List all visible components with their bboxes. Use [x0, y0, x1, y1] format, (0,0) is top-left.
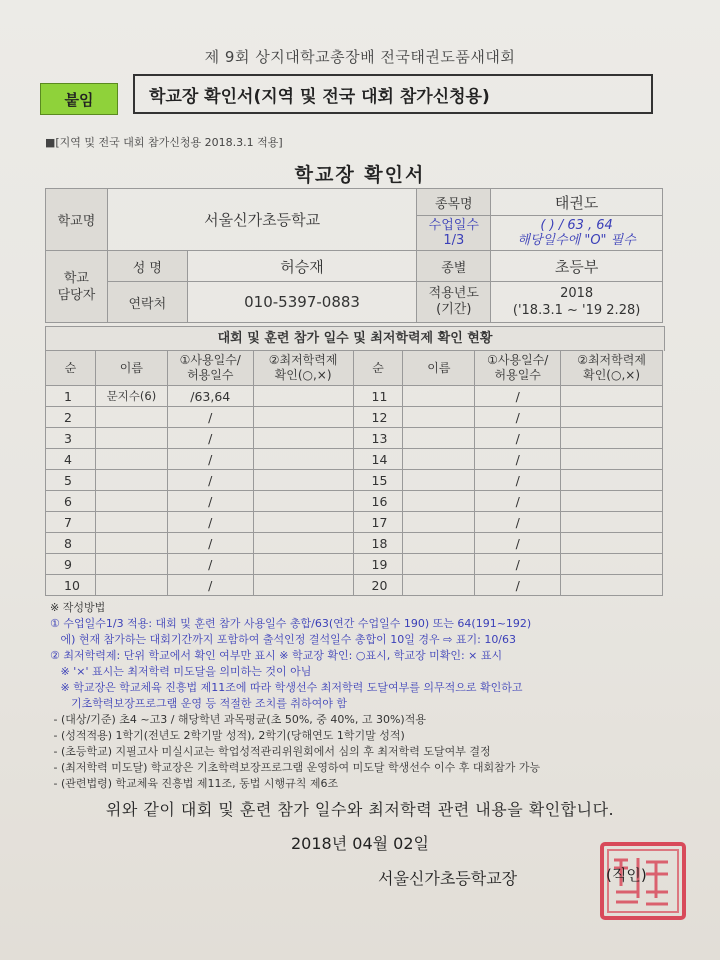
- col-min: ②최저학력제 확인(○,×): [253, 351, 353, 386]
- used-days: /: [167, 449, 253, 470]
- class-days-value: ( ) / 63 , 64: [540, 218, 613, 233]
- instruction-line: ① 수업일수1/3 적용: 대회 및 훈련 참가 사용일수 총합/63(연간 수업일수 190) 또는 64(191~192): [50, 617, 532, 630]
- period-value: ('18.3.1 ~ '19 2.28): [512, 303, 641, 318]
- student-name: [403, 491, 475, 512]
- student-name: [403, 386, 475, 407]
- col-no: 순: [353, 351, 403, 386]
- row-number: 2: [46, 407, 96, 428]
- student-name: [95, 470, 167, 491]
- top-title-box: [133, 74, 653, 114]
- row-number: 18: [353, 533, 403, 554]
- instructions: [50, 600, 690, 792]
- table-row: [46, 491, 663, 512]
- min-academic-check: [253, 428, 353, 449]
- principal-name: 서울신가초등학교장: [378, 869, 518, 888]
- min-academic-check: [561, 533, 663, 554]
- name-label: 성 명: [107, 251, 187, 282]
- info-table: [45, 188, 663, 323]
- class-days-note: 해당일수에 "O" 필수: [517, 233, 636, 248]
- competition-header: 제 9회 상지대학교총장배 전국태권도품새대회: [204, 48, 516, 66]
- event-name: 태권도: [491, 189, 663, 216]
- manager-label: 학교 담당자: [46, 251, 108, 323]
- category-label: 종별: [417, 251, 491, 282]
- section-title: 대회 및 훈련 참가 일수 및 최저학력제 확인 현황: [45, 326, 665, 351]
- instruction-line: - (성적적용) 1학기(전년도 2학기말 성적), 2학기(당해연도 1학기말 성적): [50, 729, 405, 742]
- student-name: [95, 428, 167, 449]
- col-name: 이름: [95, 351, 167, 386]
- min-academic-check: [253, 533, 353, 554]
- table-row: [46, 554, 663, 575]
- min-academic-check: [561, 554, 663, 575]
- student-name: [95, 512, 167, 533]
- row-number: 1: [46, 386, 96, 407]
- used-days: /: [475, 512, 561, 533]
- table-row: [46, 428, 663, 449]
- student-name: [95, 533, 167, 554]
- school-name: 서울신가초등학교: [107, 189, 416, 251]
- row-number: 19: [353, 554, 403, 575]
- row-number: 8: [46, 533, 96, 554]
- used-days: /: [167, 512, 253, 533]
- min-academic-check: [561, 386, 663, 407]
- row-number: 4: [46, 449, 96, 470]
- used-days: /: [475, 407, 561, 428]
- student-name: [95, 407, 167, 428]
- row-number: 20: [353, 575, 403, 596]
- table-row: [46, 407, 663, 428]
- col-min: ②최저학력제 확인(○,×): [561, 351, 663, 386]
- row-number: 5: [46, 470, 96, 491]
- table-row: [46, 575, 663, 596]
- student-name: [95, 575, 167, 596]
- confirmation-text: 위와 같이 대회 및 훈련 참가 일수와 최저학력 관련 내용을 확인합니다.: [105, 800, 615, 819]
- document-title: 학교장 확인서: [294, 164, 426, 186]
- instruction-line: ※ 학교장은 학교체육 진흥법 제11조에 따라 학생선수 최저학력 도달여부를 의무적으로 확인하고: [50, 681, 523, 694]
- table-row: [46, 470, 663, 491]
- student-name: [95, 449, 167, 470]
- applicability-note: ■[지역 및 전국 대회 참가신청용 2018.3.1 적용]: [45, 136, 283, 149]
- used-days: /: [167, 554, 253, 575]
- col-no: 순: [46, 351, 96, 386]
- instruction-line: 기초학력보장프로그램 운영 등 적절한 조치를 취하여야 함: [50, 697, 347, 710]
- year-value: 2018: [560, 286, 594, 301]
- min-academic-check: [253, 512, 353, 533]
- col-days: ①사용일수/ 허용일수: [167, 351, 253, 386]
- row-number: 11: [353, 386, 403, 407]
- student-name: [95, 554, 167, 575]
- table-row: [46, 386, 663, 407]
- student-name: [403, 512, 475, 533]
- student-name: 문지수(6): [95, 386, 167, 407]
- row-number: 14: [353, 449, 403, 470]
- min-academic-check: [253, 491, 353, 512]
- used-days: /: [475, 575, 561, 596]
- table-row: [46, 449, 663, 470]
- min-academic-check: [561, 470, 663, 491]
- row-number: 10: [46, 575, 96, 596]
- class-days-label: 수업일수 1/3: [417, 216, 491, 251]
- used-days: /63,64: [167, 386, 253, 407]
- manager-name: 허승재: [187, 251, 417, 282]
- instruction-line: - (최저학력 미도달) 학교장은 기초학력보장프로그램 운영하여 미도달 학생선수 이수 후 대회참가 가능: [50, 761, 541, 774]
- row-number: 3: [46, 428, 96, 449]
- student-name: [403, 533, 475, 554]
- used-days: /: [167, 428, 253, 449]
- used-days: /: [475, 386, 561, 407]
- min-academic-check: [561, 512, 663, 533]
- contact-number: 010-5397-0883: [187, 282, 417, 323]
- min-academic-check: [253, 407, 353, 428]
- event-label: 종목명: [417, 189, 491, 216]
- row-number: 12: [353, 407, 403, 428]
- student-name: [403, 554, 475, 575]
- table-row: [46, 533, 663, 554]
- used-days: /: [475, 533, 561, 554]
- min-academic-check: [253, 470, 353, 491]
- instruction-line: - (대상/기준) 초4 ~고3 / 해당학년 과목평균(초 50%, 중 40%, 고 30%)적용: [50, 713, 426, 726]
- row-number: 9: [46, 554, 96, 575]
- row-number: 7: [46, 512, 96, 533]
- participation-table: [45, 350, 663, 596]
- min-academic-check: [561, 575, 663, 596]
- row-number: 17: [353, 512, 403, 533]
- min-academic-check: [561, 449, 663, 470]
- min-academic-check: [561, 428, 663, 449]
- school-label: 학교명: [46, 189, 108, 251]
- row-number: 6: [46, 491, 96, 512]
- year-label: 적용년도 (기간): [417, 282, 491, 323]
- used-days: /: [167, 470, 253, 491]
- row-number: 15: [353, 470, 403, 491]
- student-name: [403, 407, 475, 428]
- seal-label: (직인): [606, 866, 647, 884]
- used-days: /: [475, 449, 561, 470]
- used-days: /: [475, 491, 561, 512]
- used-days: /: [167, 533, 253, 554]
- used-days: /: [167, 407, 253, 428]
- min-academic-check: [253, 575, 353, 596]
- min-academic-check: [253, 449, 353, 470]
- instruction-line: ② 최저학력제: 단위 학교에서 확인 여부만 표시 ※ 학교장 확인: ○표시, 학교장 미확인: × 표시: [50, 649, 503, 662]
- student-name: [403, 575, 475, 596]
- instruction-line: - (초등학교) 지필고사 미실시교는 학업성적관리위원회에서 심의 후 최저학력 도달여부 결정: [50, 745, 491, 758]
- top-title: 학교장 확인서(지역 및 전국 대회 참가신청용): [149, 86, 490, 107]
- category-value: 초등부: [491, 251, 663, 282]
- min-academic-check: [253, 554, 353, 575]
- used-days: /: [167, 491, 253, 512]
- student-name: [403, 449, 475, 470]
- used-days: /: [475, 470, 561, 491]
- table-row: [46, 512, 663, 533]
- issue-date: 2018년 04월 02일: [291, 834, 429, 853]
- table-header-row: [46, 351, 663, 386]
- min-academic-check: [253, 386, 353, 407]
- instruction-line: ※ 작성방법: [50, 601, 106, 614]
- row-number: 16: [353, 491, 403, 512]
- row-number: 13: [353, 428, 403, 449]
- col-days: ①사용일수/ 허용일수: [475, 351, 561, 386]
- instruction-line: 에) 현재 참가하는 대회기간까지 포함하여 출석인정 결석일수 총합이 10일 경우 ⇨ 표기: 10/63: [50, 633, 517, 646]
- student-name: [403, 470, 475, 491]
- used-days: /: [475, 428, 561, 449]
- student-name: [403, 428, 475, 449]
- used-days: /: [167, 575, 253, 596]
- instruction-line: - (관련법령) 학교체육 진흥법 제11조, 동법 시행규칙 제6조: [50, 777, 339, 790]
- instruction-line: ※ '×' 표시는 최저학력 미도달을 의미하는 것이 아님: [50, 665, 312, 678]
- col-name: 이름: [403, 351, 475, 386]
- min-academic-check: [561, 407, 663, 428]
- used-days: /: [475, 554, 561, 575]
- student-name: [95, 491, 167, 512]
- min-academic-check: [561, 491, 663, 512]
- contact-label: 연락처: [107, 282, 187, 323]
- attachment-badge: 붙임: [40, 83, 118, 115]
